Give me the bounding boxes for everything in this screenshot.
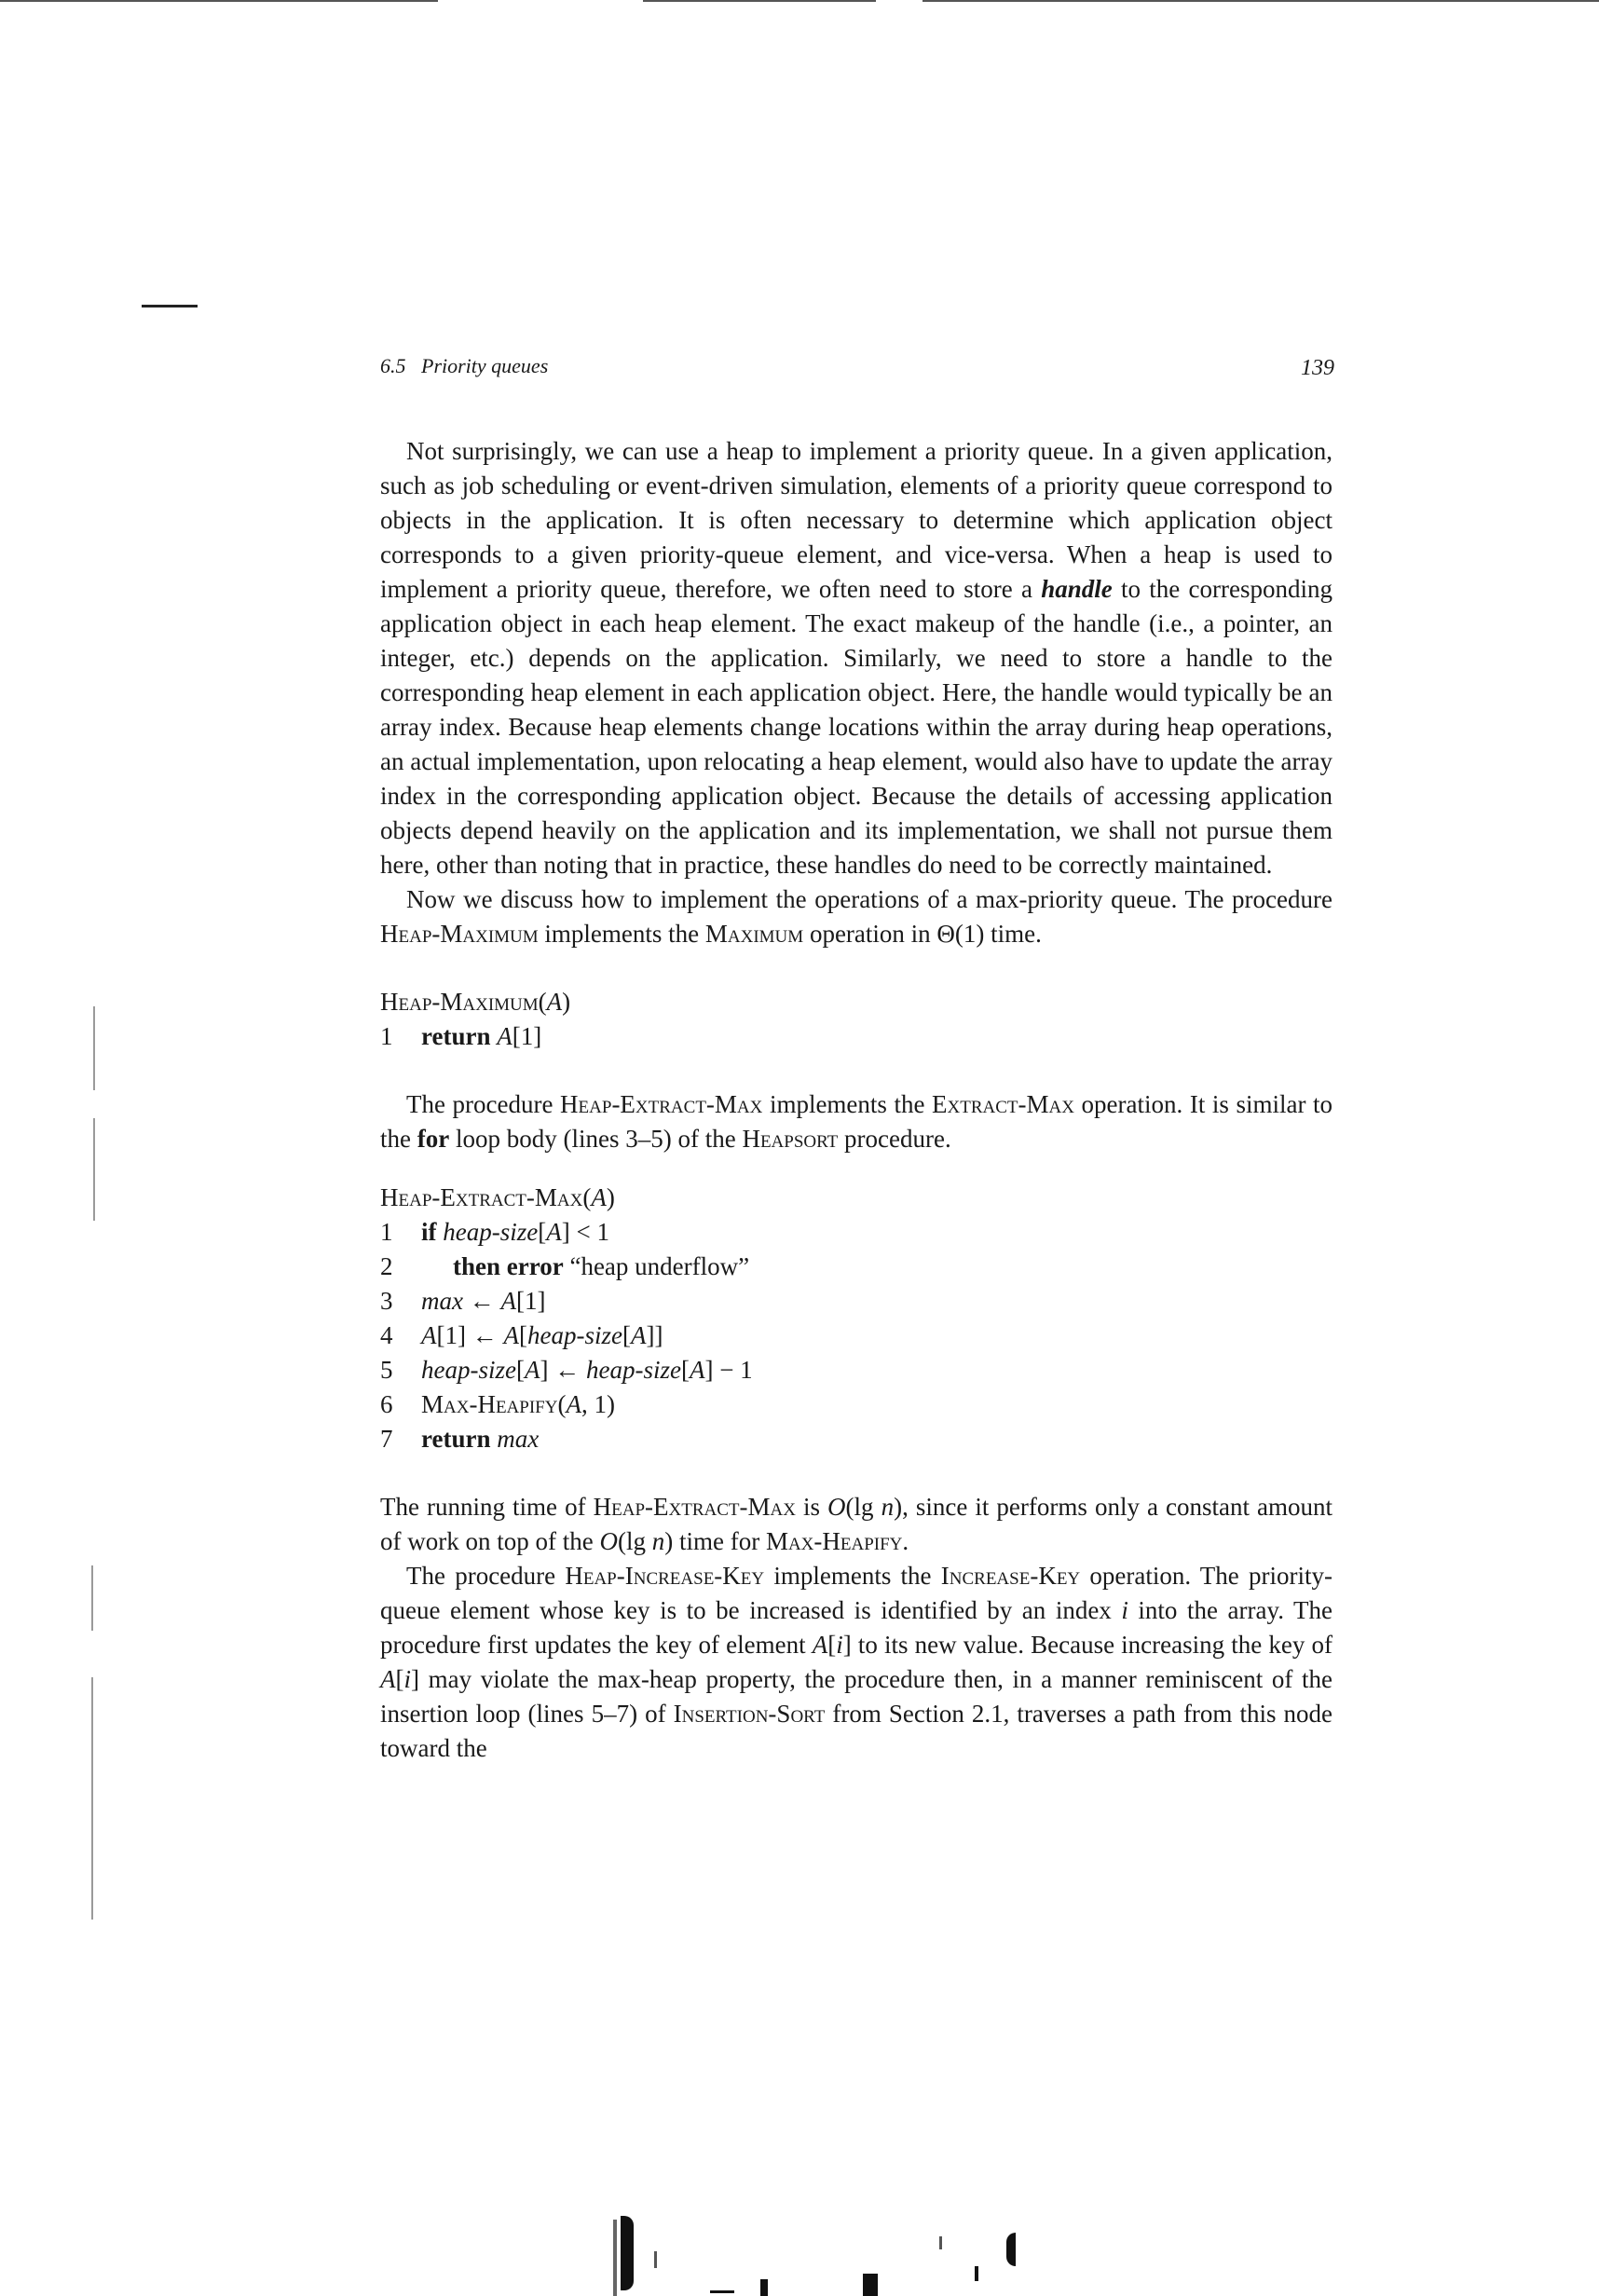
text-run: (lg bbox=[617, 1527, 652, 1555]
text-run: [ bbox=[515, 1356, 525, 1384]
keyword: return bbox=[421, 1425, 491, 1453]
variable: A bbox=[566, 1390, 581, 1418]
text-run: to the corresponding application object in each heap element. The exact makeup of the handle (i.e., a pointer, an integer, etc.) depends on the application. Similarly, we need to store a handle to the corresponding heap element in each application object. Here, the handle would typically be an array index. Because heap elements change locations within the array during heap operations, an actual implementation, upon relocating a heap element, would also have to update the array index in the corresponding application object. Because the details of accessing application objects depend heavily on the application and its implementation, we shall not pursue them here, other than noting that in practice, these handles do need to be correctly maintained. bbox=[380, 575, 1332, 879]
text-run: , 1) bbox=[581, 1390, 615, 1418]
scan-margin-dash bbox=[142, 305, 198, 308]
text-run: [1] bbox=[515, 1287, 546, 1315]
scan-top-line-mid bbox=[643, 0, 876, 2]
text-run: (lg bbox=[845, 1493, 882, 1521]
text-run: operation. It is similar to the bbox=[380, 1090, 1333, 1153]
scan-mark bbox=[939, 2236, 942, 2249]
scan-margin-mark bbox=[91, 1677, 93, 1920]
text-run: from Section 2.1, traverses a path from this node toward the bbox=[380, 1700, 1332, 1762]
paren: ) bbox=[606, 1183, 615, 1211]
line-code bbox=[421, 1319, 663, 1353]
variable: A bbox=[380, 1665, 396, 1693]
line-code bbox=[421, 1422, 539, 1456]
text-run: Not surprisingly, we can use a heap to implement a priority queue. In a given application, such as job scheduling or event-driven simulation, elements of a priority queue correspond to objects in the application. It is often necessary to determine which application object corresponds to a given priority-queue element, and vice-versa. When a heap is used to implement a priority queue, therefore, we often need to store a bbox=[380, 437, 1332, 603]
procedure-name: Heap-Extract-Max bbox=[560, 1090, 763, 1118]
line-number: 7 bbox=[380, 1425, 393, 1453]
scan-margin-mark bbox=[93, 1006, 95, 1090]
text-run: ]] bbox=[646, 1321, 663, 1349]
text-run: [ bbox=[827, 1631, 837, 1659]
page-body bbox=[380, 434, 1332, 1766]
variable: A bbox=[500, 1287, 516, 1315]
paragraph-max-priority-ops bbox=[380, 882, 1332, 951]
scan-bottom-artifacts bbox=[596, 2208, 1025, 2296]
line-number: 3 bbox=[380, 1287, 393, 1315]
operation-name: Maximum bbox=[704, 920, 804, 948]
text-run: operation. The priority-queue element whose key is to be increased is identified by an index bbox=[380, 1562, 1332, 1624]
line-code bbox=[421, 1284, 545, 1319]
variable: A bbox=[689, 1356, 705, 1384]
page-number: 139 bbox=[1301, 356, 1334, 380]
operation-name: Increase-Key bbox=[940, 1562, 1081, 1590]
line-code bbox=[421, 1353, 753, 1387]
text-run: [ bbox=[395, 1665, 404, 1693]
variable: i bbox=[403, 1665, 412, 1693]
text-run: [ bbox=[680, 1356, 690, 1384]
scan-mark bbox=[710, 2290, 734, 2293]
text-run: [1] ← bbox=[436, 1321, 504, 1349]
line-number: 1 bbox=[380, 1218, 393, 1246]
text-run: The procedure bbox=[406, 1090, 561, 1118]
scan-mark bbox=[613, 2220, 617, 2296]
text-run: [ bbox=[518, 1321, 527, 1349]
procedure-name: Heapsort bbox=[742, 1125, 839, 1153]
text-run: implements the bbox=[538, 920, 705, 948]
variable: A bbox=[630, 1321, 647, 1349]
paragraph-increase-key bbox=[380, 1559, 1332, 1766]
paragraph-extract-max-intro bbox=[380, 1087, 1332, 1156]
text-run: Now we discuss how to implement the operations of a max-priority queue. The procedure bbox=[406, 885, 1332, 913]
algorithm-line bbox=[380, 1422, 1332, 1456]
paren: ( bbox=[538, 988, 547, 1016]
line-number: 2 bbox=[380, 1252, 393, 1280]
text-run: into the array. The procedure first updates the key of element bbox=[380, 1596, 1332, 1659]
text-run: ] − 1 bbox=[704, 1356, 753, 1384]
line-code bbox=[421, 1250, 749, 1284]
variable: i bbox=[1121, 1596, 1128, 1624]
procedure-name: Heap-Maximum bbox=[380, 988, 539, 1016]
scan-mark bbox=[760, 2279, 768, 2296]
paragraph-handles bbox=[380, 434, 1332, 882]
procedure-name: Heap-Extract-Max bbox=[593, 1493, 796, 1521]
paren: ) bbox=[562, 988, 571, 1016]
scan-top-line-left bbox=[0, 0, 438, 2]
procedure-name: Heap-Maximum bbox=[380, 920, 539, 948]
text-run: ] may violate the max-heap property, the procedure then, in a manner reminiscent of the insertion loop (lines 5–7) of bbox=[380, 1665, 1332, 1728]
scan-mark bbox=[863, 2274, 878, 2296]
algorithm-heap-extract-max-title bbox=[380, 1181, 1332, 1215]
procedure-name: Heap-Increase-Key bbox=[565, 1562, 765, 1590]
algorithm-line bbox=[380, 1250, 1332, 1284]
text-run: implements the bbox=[762, 1090, 933, 1118]
text-run: implements the bbox=[764, 1562, 941, 1590]
scan-top-line-right bbox=[922, 0, 1599, 2]
scan-mark bbox=[1006, 2233, 1016, 2266]
text-run: ] to its new value. Because increasing the key of bbox=[842, 1631, 1332, 1659]
text-run: The procedure bbox=[406, 1562, 566, 1590]
argument: A bbox=[546, 988, 563, 1016]
paren: ( bbox=[582, 1183, 592, 1211]
variable: heap-size bbox=[443, 1218, 539, 1246]
variable: A bbox=[524, 1356, 540, 1384]
text-run: “heap underflow” bbox=[563, 1252, 750, 1280]
text-run: ) time for bbox=[664, 1527, 766, 1555]
text-run: ] < 1 bbox=[561, 1218, 609, 1246]
algorithm-line bbox=[380, 1387, 1332, 1422]
variable: i bbox=[836, 1631, 843, 1659]
variable: max bbox=[421, 1287, 463, 1315]
paragraph-extract-max-running-time bbox=[380, 1490, 1332, 1559]
variable: A bbox=[812, 1631, 828, 1659]
variable: O bbox=[827, 1493, 846, 1521]
text-run: loop body (lines 3–5) of the bbox=[449, 1125, 743, 1153]
keyword: if bbox=[421, 1218, 437, 1246]
keyword: return bbox=[421, 1022, 491, 1050]
variable: heap-size bbox=[421, 1356, 516, 1384]
line-number: 5 bbox=[380, 1356, 393, 1384]
operation-name: Extract-Max bbox=[932, 1090, 1074, 1118]
variable: n bbox=[881, 1493, 895, 1521]
variable: A bbox=[497, 1022, 512, 1050]
term-handle: handle bbox=[1041, 575, 1113, 603]
argument: A bbox=[591, 1183, 607, 1211]
line-code bbox=[421, 1215, 609, 1250]
scan-margin-mark bbox=[93, 1118, 95, 1221]
algorithm-line bbox=[380, 1284, 1332, 1319]
variable: heap-size bbox=[585, 1356, 681, 1384]
keyword: for bbox=[417, 1125, 450, 1153]
line-number: 1 bbox=[380, 1022, 393, 1050]
scan-mark bbox=[621, 2216, 634, 2290]
text-run: [1] bbox=[512, 1022, 542, 1050]
line-code bbox=[421, 1019, 541, 1054]
algorithm-line bbox=[380, 1319, 1332, 1353]
variable: A bbox=[421, 1321, 437, 1349]
text-run: The running time of bbox=[380, 1493, 594, 1521]
algorithm-heap-maximum-title bbox=[380, 985, 1332, 1019]
algorithm-line bbox=[380, 1353, 1332, 1387]
scan-mark bbox=[654, 2251, 657, 2268]
text-run: ( bbox=[557, 1390, 567, 1418]
keyword: then error bbox=[453, 1252, 564, 1280]
line-number: 4 bbox=[380, 1321, 393, 1349]
text-run: ← bbox=[462, 1287, 501, 1315]
variable: n bbox=[651, 1527, 665, 1555]
procedure-name: Max-Heapify bbox=[765, 1527, 903, 1555]
variable: A bbox=[503, 1321, 519, 1349]
running-header bbox=[380, 354, 1334, 391]
line-number: 6 bbox=[380, 1390, 393, 1418]
text-run: operation in Θ(1) time. bbox=[803, 920, 1042, 948]
scan-margin-mark bbox=[91, 1565, 93, 1631]
text-run: procedure. bbox=[838, 1125, 951, 1153]
text-run: [ bbox=[622, 1321, 631, 1349]
variable: O bbox=[599, 1527, 618, 1555]
text-run: . bbox=[902, 1527, 909, 1555]
algorithm-line bbox=[380, 1215, 1332, 1250]
text-run: ] ← bbox=[540, 1356, 586, 1384]
text-run: ), since it performs only a constant amount of work on top of the bbox=[380, 1493, 1333, 1555]
section-title: 6.5 Priority queues bbox=[380, 354, 549, 377]
variable: max bbox=[497, 1425, 540, 1453]
algorithm-line bbox=[380, 1019, 1332, 1054]
variable: A bbox=[546, 1218, 562, 1246]
procedure-name: Insertion-Sort bbox=[673, 1700, 826, 1728]
variable: heap-size bbox=[526, 1321, 622, 1349]
procedure-name: Max-Heapify bbox=[421, 1390, 558, 1418]
line-code bbox=[421, 1387, 615, 1422]
scan-mark bbox=[975, 2266, 978, 2281]
procedure-name: Heap-Extract-Max bbox=[380, 1183, 583, 1211]
text-run: [ bbox=[538, 1218, 547, 1246]
text-run: is bbox=[795, 1493, 828, 1521]
